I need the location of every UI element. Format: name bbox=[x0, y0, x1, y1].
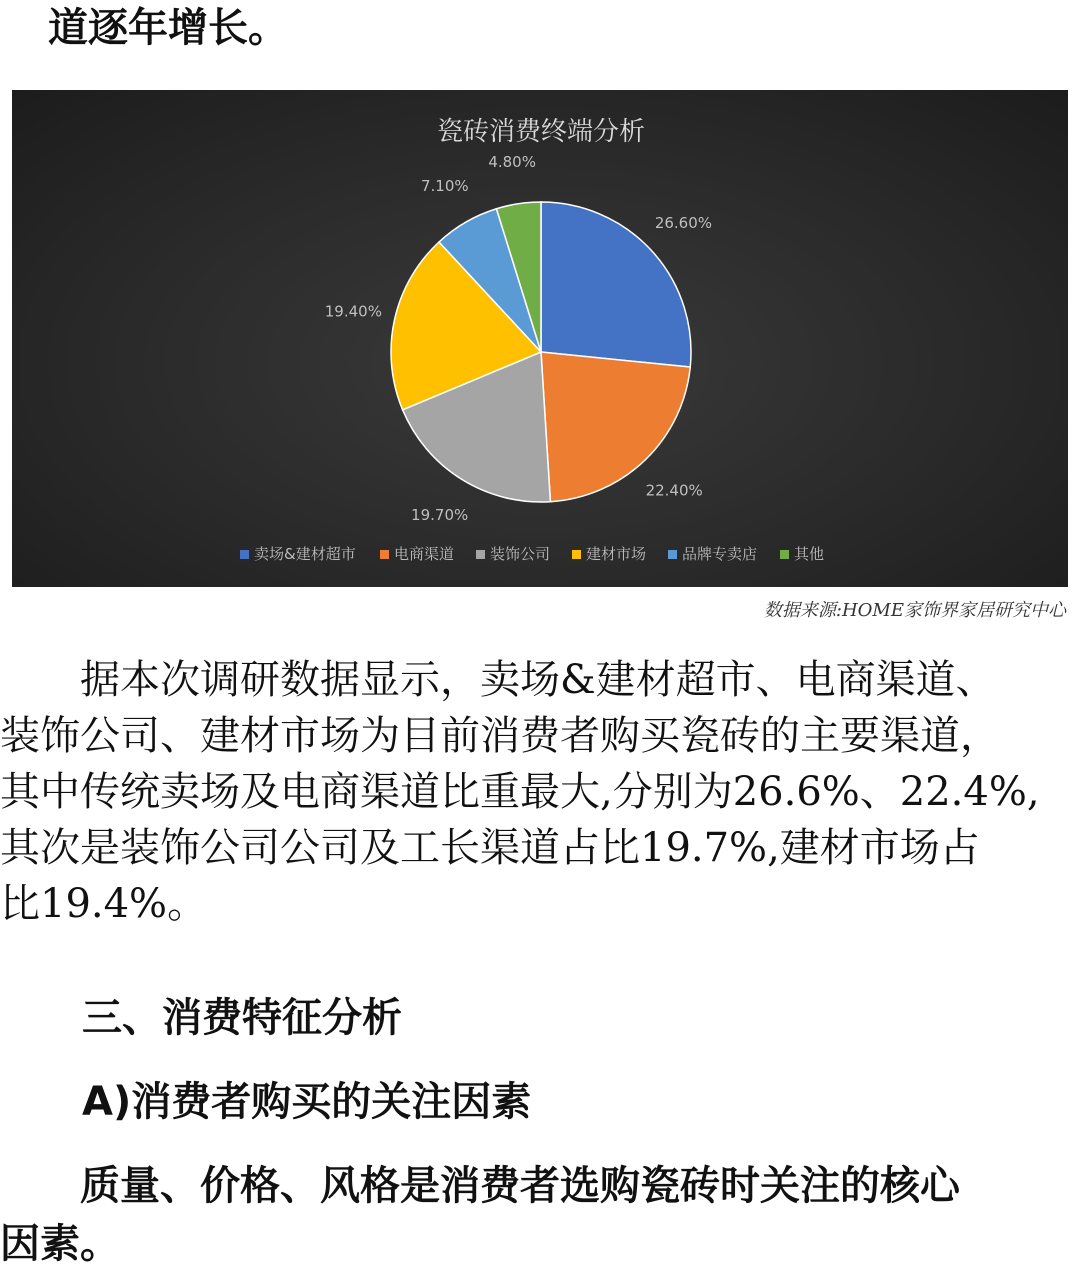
legend-label-6: 其他 bbox=[794, 545, 825, 563]
legend-label-3: 装饰公司 bbox=[490, 545, 551, 563]
section-heading: 三、消费特征分析 bbox=[82, 995, 402, 1041]
legend-swatch-3 bbox=[476, 550, 485, 559]
pie-slice-2 bbox=[541, 352, 690, 502]
data-label-6: 4.80% bbox=[488, 153, 536, 172]
legend-swatch-1 bbox=[240, 550, 249, 559]
data-label-5: 7.10% bbox=[420, 176, 469, 195]
data-label-2: 22.40% bbox=[645, 481, 703, 500]
legend-swatch-2 bbox=[380, 550, 389, 559]
legend-label-1: 卖场&建材超市 bbox=[254, 545, 356, 563]
paragraph2-line-1: 质量、价格、风格是消费者选购瓷砖时关注的核心 bbox=[0, 1163, 960, 1209]
data-source-note: 数据来源:HOME家饰界家居研究中心 bbox=[763, 600, 1066, 621]
data-label-4: 19.40% bbox=[324, 302, 382, 321]
subheading: A)消费者购买的关注因素 bbox=[82, 1079, 532, 1125]
chart-title: 瓷砖消费终端分析 bbox=[436, 117, 646, 147]
legend-label-2: 电商渠道 bbox=[394, 545, 455, 563]
paragraph-line-1: 据本次调研数据显示，卖场&建材超市、电商渠道、 bbox=[0, 657, 996, 703]
paragraph-line-4: 其次是装饰公司公司及工长渠道占比19.7%,建材市场占 bbox=[0, 825, 980, 871]
paragraph-line-2: 装饰公司、建材市场为目前消费者购买瓷砖的主要渠道， bbox=[0, 713, 1000, 759]
data-label-1: 26.60% bbox=[654, 214, 713, 233]
paragraph2-line-2: 因素。 bbox=[0, 1221, 120, 1267]
paragraph-line-3: 其中传统卖场及电商渠道比重最大,分别为26.6%、22.4%, bbox=[0, 769, 1040, 815]
intro-line: 道逐年增长。 bbox=[48, 5, 288, 51]
data-label-3: 19.70% bbox=[411, 506, 469, 525]
legend-label-5: 品牌专卖店 bbox=[682, 545, 758, 563]
legend-swatch-6 bbox=[780, 550, 789, 559]
legend-swatch-5 bbox=[668, 550, 677, 559]
paragraph-line-5: 比19.4%。 bbox=[0, 881, 208, 927]
legend-label-4: 建材市场 bbox=[586, 545, 647, 563]
pie-chart-panel bbox=[12, 90, 1068, 587]
pie-chart bbox=[12, 90, 1068, 587]
legend-swatch-4 bbox=[572, 550, 581, 559]
